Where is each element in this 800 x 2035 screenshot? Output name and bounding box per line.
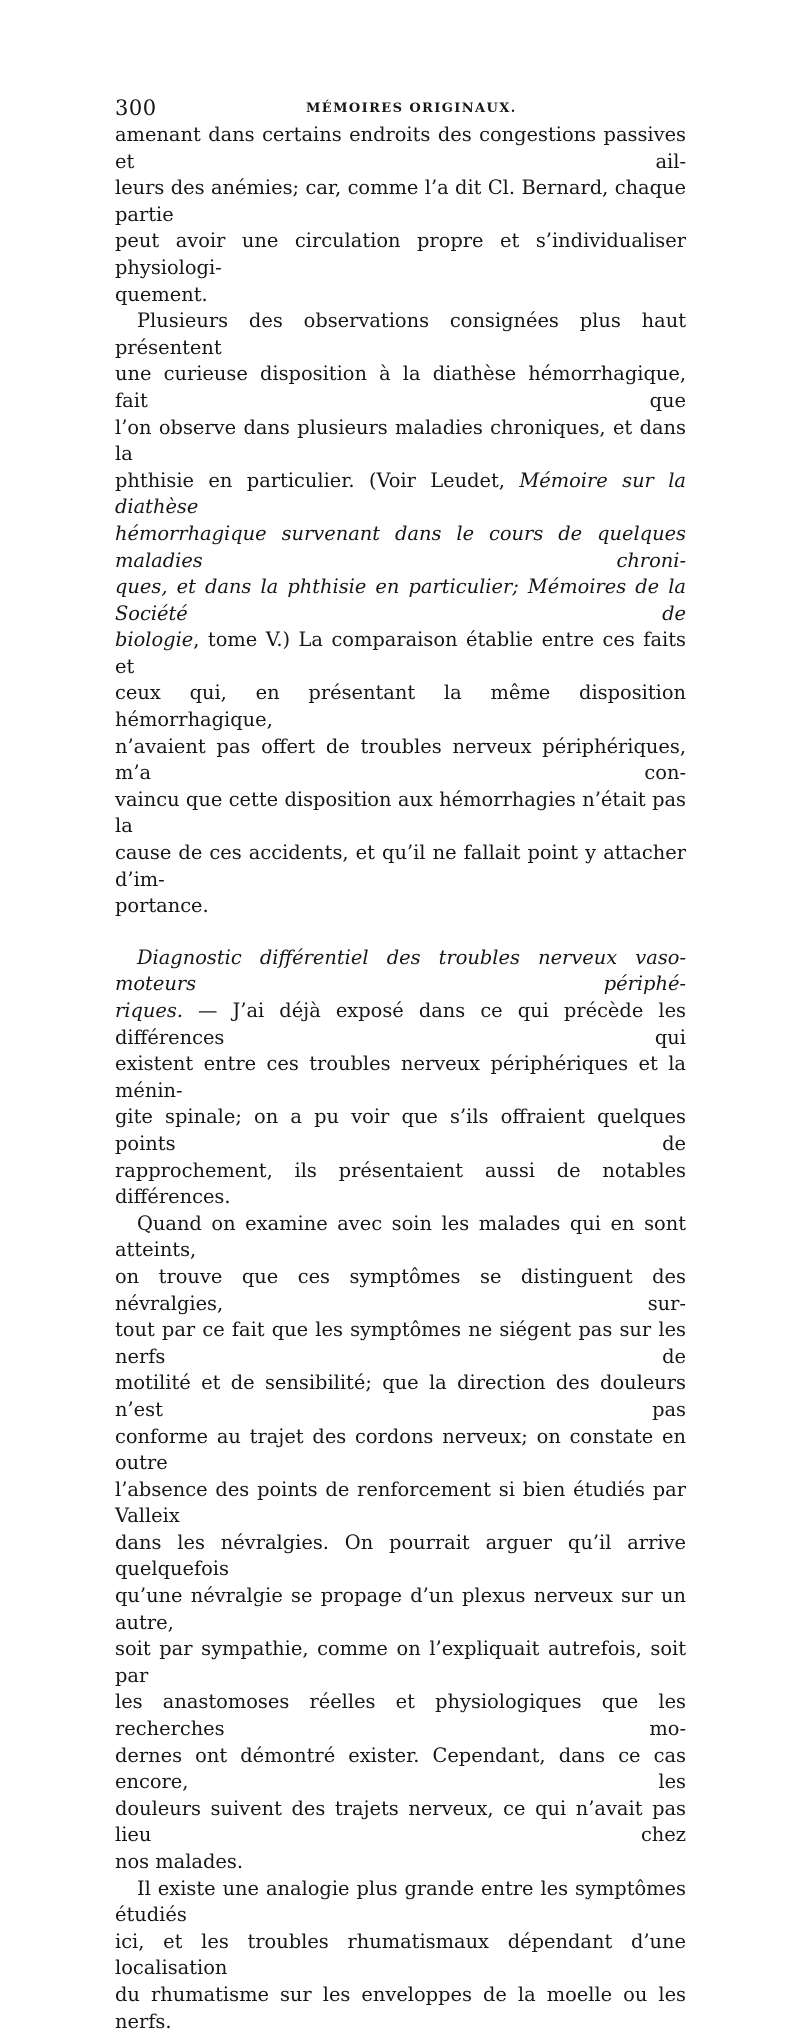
- citation-title: Mémoire sur la diathèse: [115, 468, 686, 519]
- paragraph-5: [115, 1876, 686, 2035]
- text-line: Il existe une analogie plus grande entre les symptômes étudiés: [115, 1876, 686, 1927]
- running-header: [115, 92, 686, 122]
- paragraph-2: [115, 308, 686, 920]
- text-line: une curieuse disposition à la diathèse hémorrhagique, fait que: [115, 362, 686, 412]
- text-line: gite spinale; on a pu voir que s’ils offraient quelques points de: [115, 1105, 686, 1155]
- text-line: portance.: [115, 894, 209, 918]
- text-line: l’on observe dans plusieurs maladies chroniques, et dans la: [115, 415, 686, 466]
- text-line: nos malades.: [115, 1850, 243, 1873]
- text-line: soit par sympathie, comme on l’expliquait autrefois, soit par: [115, 1637, 686, 1687]
- text-line: [115, 468, 686, 521]
- paragraph-3: [115, 945, 686, 1211]
- text-line: dernes ont démontré exister. Cependant, dans ce cas encore, les: [115, 1743, 686, 1794]
- text-line: [115, 627, 686, 680]
- text-line: motilité et de sensibilité; que la direction des douleurs n’est pas: [115, 1371, 686, 1421]
- text-run: , tome V.) La comparaison établie entre ces faits et: [115, 628, 686, 678]
- text-line: les anastomoses réelles et physiologiques que les recherches mo-: [115, 1690, 686, 1741]
- section-heading: Diagnostic différentiel des troubles nerveux vaso-moteurs périphé-: [115, 945, 686, 996]
- citation-title: hémorrhagique survenant dans le cours de quelques maladies chroni-: [115, 521, 686, 572]
- text-line: qu’une névralgie se propage d’un plexus nerveux sur un autre,: [115, 1584, 686, 1634]
- section-heading: riques.: [115, 999, 183, 1022]
- text-line: ici, et les troubles rhumatismaux dépendant d’une localisation: [115, 1929, 686, 1980]
- text-line: dans les névralgies. On pourrait arguer qu’il arrive quelquefois: [115, 1530, 686, 1581]
- text-line: n’avaient pas offert de troubles nerveux périphériques, m’a con-: [115, 734, 686, 785]
- text-run: — J’ai déjà exposé dans ce qui précède les différences qui: [115, 999, 686, 1049]
- text-line: ceux qui, en présentant la même disposition hémorrhagique,: [115, 681, 686, 732]
- text-line: Quand on examine avec soin les malades qui en sont atteints,: [115, 1211, 686, 1262]
- text-line: l’absence des points de renforcement si bien étudiés par Valleix: [115, 1477, 686, 1528]
- text-line: [115, 998, 686, 1051]
- text-line: douleurs suivent des trajets nerveux, ce qui n’avait pas lieu chez: [115, 1796, 686, 1847]
- text-line: peut avoir une circulation propre et s’individualiser physiologi-: [115, 229, 686, 279]
- section-gap: [115, 920, 686, 945]
- text-line: conforme au trajet des cordons nerveux; on constate en outre: [115, 1424, 686, 1475]
- text-line: on trouve que ces symptômes se distinguent des névralgies, sur-: [115, 1264, 686, 1315]
- text-line: tout par ce fait que les symptômes ne siégent pas sur les nerfs de: [115, 1318, 686, 1368]
- text-line: Plusieurs des observations consignées plus haut présentent: [115, 309, 686, 359]
- text-line: rapprochement, ils présentaient aussi de notables différences.: [115, 1158, 686, 1209]
- citation-title: ques, et dans la phthisie en particulier; Mémoires de la Société de: [115, 575, 686, 625]
- paragraph-1: [115, 122, 686, 308]
- text-line: vaincu que cette disposition aux hémorrhagies n’était pas la: [115, 787, 686, 838]
- header-title: MÉMOIRES ORIGINAUX.: [306, 101, 517, 116]
- text-line: existent entre ces troubles nerveux périphériques et la ménin-: [115, 1052, 686, 1102]
- text-line: du rhumatisme sur les enveloppes de la moelle ou les nerfs.: [115, 1982, 686, 2033]
- citation-title: biologie: [115, 628, 194, 652]
- text-line: cause de ces accidents, et qu’il ne fallait point y attacher d’im-: [115, 841, 686, 891]
- paragraph-4: [115, 1211, 686, 1876]
- text-line: quement.: [115, 282, 208, 306]
- page-number: 300: [115, 96, 157, 120]
- text-line: leurs des anémies; car, comme l’a dit Cl. Bernard, chaque partie: [115, 176, 686, 226]
- text-run: phthisie en particulier. (Voir Leudet,: [115, 468, 520, 492]
- text-line: amenant dans certains endroits des congestions passives et ail-: [115, 123, 686, 173]
- document-page: [115, 92, 686, 2035]
